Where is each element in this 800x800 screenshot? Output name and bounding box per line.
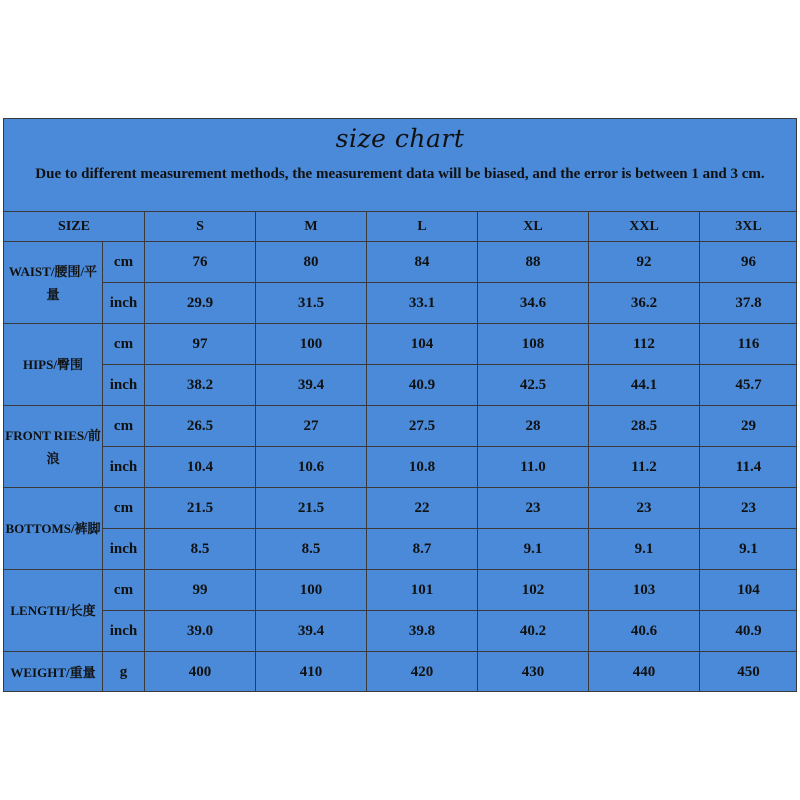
measurement-cell: 11.0 <box>478 447 589 488</box>
measurement-cell: 10.8 <box>367 447 478 488</box>
measurement-cell: 9.1 <box>700 529 797 570</box>
table-row <box>4 283 798 324</box>
measurement-cell: 400 <box>145 652 256 693</box>
measurement-cell: 104 <box>367 324 478 365</box>
chart-title: size chart <box>335 124 465 153</box>
table-row <box>4 447 798 488</box>
table-row <box>4 488 798 529</box>
measurement-cell: 92 <box>589 242 700 283</box>
measurement-cell: 40.2 <box>478 611 589 652</box>
measurement-cell: 33.1 <box>367 283 478 324</box>
measurement-cell: 100 <box>256 324 367 365</box>
measurement-cell: 430 <box>478 652 589 693</box>
measurement-cell: 102 <box>478 570 589 611</box>
unit-label: cm <box>103 324 145 365</box>
measurement-cell: 11.4 <box>700 447 797 488</box>
measurement-cell: 28 <box>478 406 589 447</box>
unit-label: g <box>103 652 145 693</box>
size-label: M <box>256 212 367 242</box>
measurement-cell: 80 <box>256 242 367 283</box>
measurement-cell: 103 <box>589 570 700 611</box>
measurement-cell: 23 <box>700 488 797 529</box>
measurement-note: Due to different measurement methods, the measurement data will be biased, and the error is between 1 and 3 cm. <box>35 166 765 182</box>
measurement-cell: 44.1 <box>589 365 700 406</box>
measurement-cell: 112 <box>589 324 700 365</box>
bottoms-label: BOTTOMS/裤脚 <box>4 488 103 570</box>
size-table <box>3 211 797 692</box>
measurement-cell: 21.5 <box>256 488 367 529</box>
size-column-header: SIZE <box>4 212 145 242</box>
table-row <box>4 652 798 693</box>
measurement-cell: 440 <box>589 652 700 693</box>
table-row <box>4 611 798 652</box>
unit-label: inch <box>103 529 145 570</box>
size-label: L <box>367 212 478 242</box>
measurement-cell: 39.4 <box>256 365 367 406</box>
unit-label: cm <box>103 242 145 283</box>
measurement-cell: 34.6 <box>478 283 589 324</box>
measurement-cell: 116 <box>700 324 797 365</box>
size-label: 3XL <box>700 212 797 242</box>
length-label: LENGTH/长度 <box>4 570 103 652</box>
measurement-cell: 97 <box>145 324 256 365</box>
measurement-cell: 101 <box>367 570 478 611</box>
measurement-cell: 29 <box>700 406 797 447</box>
measurement-cell: 21.5 <box>145 488 256 529</box>
measurement-cell: 104 <box>700 570 797 611</box>
size-chart-sheet <box>3 118 797 692</box>
measurement-cell: 99 <box>145 570 256 611</box>
unit-label: cm <box>103 488 145 529</box>
measurement-cell: 45.7 <box>700 365 797 406</box>
measurement-cell: 23 <box>478 488 589 529</box>
measurement-cell: 108 <box>478 324 589 365</box>
unit-label: inch <box>103 365 145 406</box>
table-row <box>4 406 798 447</box>
size-table-body <box>4 242 798 693</box>
measurement-cell: 37.8 <box>700 283 797 324</box>
measurement-cell: 420 <box>367 652 478 693</box>
measurement-cell: 40.9 <box>700 611 797 652</box>
measurement-cell: 23 <box>589 488 700 529</box>
size-label: XXL <box>589 212 700 242</box>
measurement-cell: 410 <box>256 652 367 693</box>
measurement-cell: 8.7 <box>367 529 478 570</box>
measurement-cell: 96 <box>700 242 797 283</box>
unit-label: inch <box>103 447 145 488</box>
measurement-cell: 8.5 <box>256 529 367 570</box>
measurement-cell: 31.5 <box>256 283 367 324</box>
measurement-cell: 40.9 <box>367 365 478 406</box>
measurement-cell: 42.5 <box>478 365 589 406</box>
unit-label: inch <box>103 283 145 324</box>
measurement-cell: 22 <box>367 488 478 529</box>
table-row <box>4 242 798 283</box>
measurement-cell: 36.2 <box>589 283 700 324</box>
unit-label: cm <box>103 406 145 447</box>
measurement-cell: 39.8 <box>367 611 478 652</box>
measurement-cell: 9.1 <box>478 529 589 570</box>
measurement-cell: 27.5 <box>367 406 478 447</box>
measurement-cell: 38.2 <box>145 365 256 406</box>
unit-label: cm <box>103 570 145 611</box>
waist-label: WAIST/腰围/平量 <box>4 242 103 324</box>
measurement-cell: 10.4 <box>145 447 256 488</box>
table-row <box>4 365 798 406</box>
measurement-cell: 11.2 <box>589 447 700 488</box>
table-row <box>4 324 798 365</box>
front-rise-label: FRONT RIES/前浪 <box>4 406 103 488</box>
measurement-cell: 40.6 <box>589 611 700 652</box>
table-row <box>4 529 798 570</box>
measurement-cell: 100 <box>256 570 367 611</box>
measurement-cell: 28.5 <box>589 406 700 447</box>
size-label: XL <box>478 212 589 242</box>
measurement-cell: 9.1 <box>589 529 700 570</box>
size-label: S <box>145 212 256 242</box>
size-header-row <box>4 212 798 242</box>
measurement-cell: 39.0 <box>145 611 256 652</box>
measurement-cell: 450 <box>700 652 797 693</box>
measurement-cell: 39.4 <box>256 611 367 652</box>
weight-label: WEIGHT/重量 <box>4 652 103 693</box>
measurement-cell: 10.6 <box>256 447 367 488</box>
hips-label: HIPS/臀围 <box>4 324 103 406</box>
measurement-cell: 27 <box>256 406 367 447</box>
measurement-cell: 26.5 <box>145 406 256 447</box>
table-row <box>4 570 798 611</box>
measurement-cell: 88 <box>478 242 589 283</box>
measurement-cell: 76 <box>145 242 256 283</box>
measurement-cell: 29.9 <box>145 283 256 324</box>
measurement-cell: 8.5 <box>145 529 256 570</box>
unit-label: inch <box>103 611 145 652</box>
measurement-cell: 84 <box>367 242 478 283</box>
